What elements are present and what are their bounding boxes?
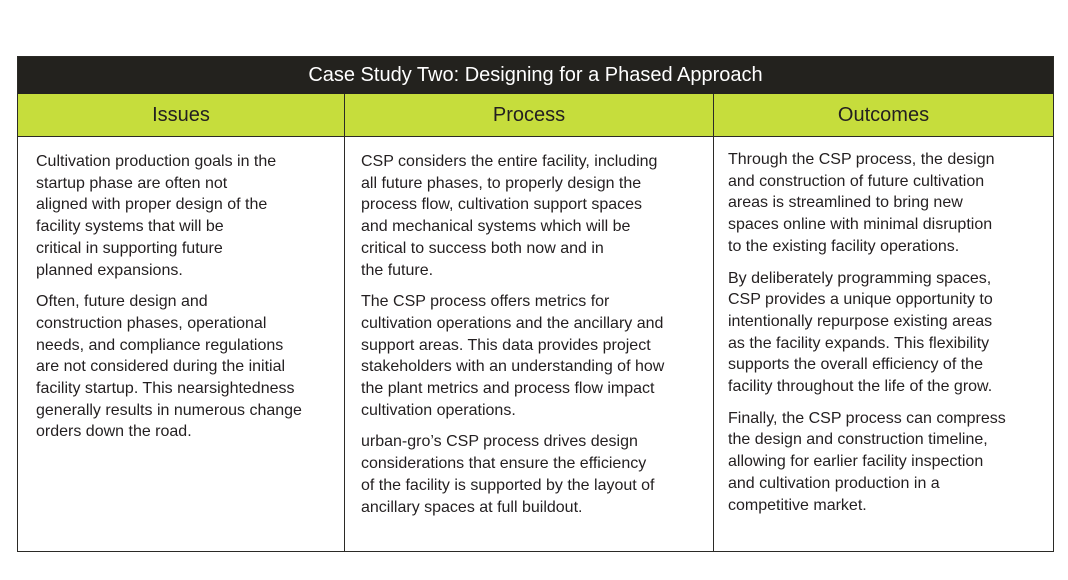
case-study-table: [17, 56, 1054, 552]
outcomes-paragraph: Through the CSP process, the design and construction of future cultivation areas is streamlined to bring new spaces online with minimal disruption to the existing facility operations.: [728, 151, 995, 255]
process-cell: [345, 137, 714, 551]
outcomes-paragraph: Finally, the CSP process can compress the design and construction timeline, allowing for earlier facility inspection and cultivation production in a competitive market.: [728, 409, 1006, 514]
issues-paragraph: Often, future design and construction phases, operational needs, and compliance regulations are not considered during the initial facility startup. This nearsightedness generally results in numerous change orders down the road.: [36, 293, 302, 441]
outcomes-paragraph: By deliberately programming spaces, CSP provides a unique opportunity to intentionally repurpose existing areas as the facility expands. This flexibility supports the overall efficiency of the facility throughout the life of the grow.: [728, 269, 993, 396]
issues-cell: [18, 137, 345, 551]
table-title: Case Study Two: Designing for a Phased Approach: [18, 57, 1053, 94]
header-outcomes: Outcomes: [837, 103, 930, 126]
process-paragraph: CSP considers the entire facility, including all future phases, to properly design the process flow, cultivation support spaces and mechanical systems which will be critical to success both now and in the future.: [361, 153, 658, 279]
body-row: [18, 137, 1053, 551]
header-process: Process: [345, 94, 714, 136]
outcomes-cell: [714, 137, 1053, 551]
issues-paragraph: Cultivation production goals in the startup phase are often not aligned with proper design of the facility systems that will be critical in supporting future planned expansions.: [36, 153, 277, 279]
header-issues: Issues: [18, 94, 345, 136]
header-row: [18, 94, 1053, 137]
process-paragraph: The CSP process offers metrics for cultivation operations and the ancillary and support areas. This data provides project stakeholders with an understanding of how the plant metrics and process flow impact cultivation operations.: [361, 293, 665, 419]
process-paragraph: urban-gro’s CSP process drives design considerations that ensure the efficiency of the facility is supported by the layout of ancillary spaces at full buildout.: [361, 433, 655, 516]
